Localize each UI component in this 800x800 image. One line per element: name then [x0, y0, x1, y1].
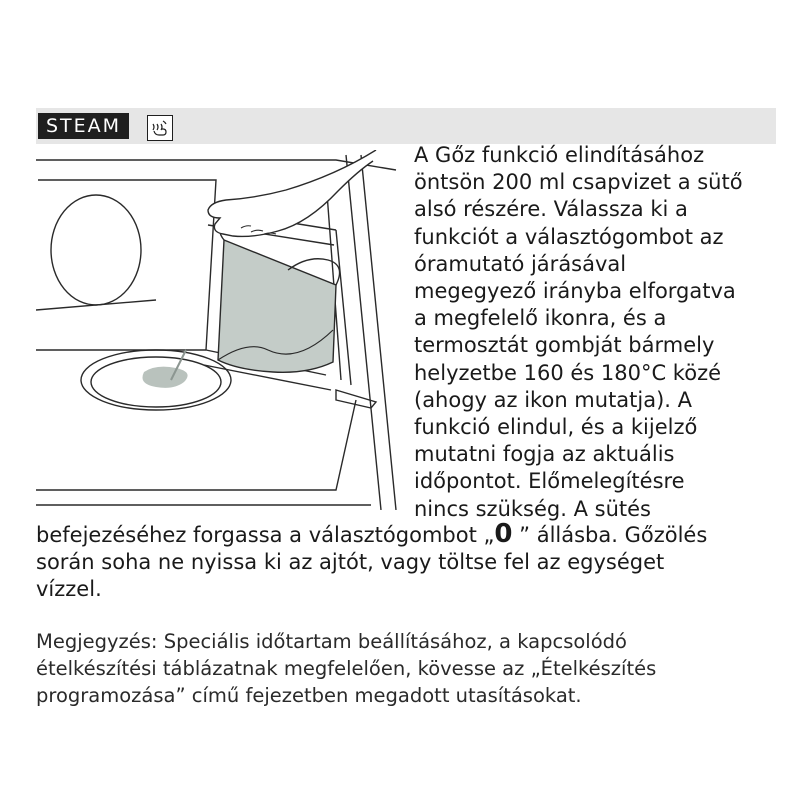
instruction-line: megegyező irányba elforgatva — [414, 279, 736, 304]
instruction-line: funkció elindul, és a kijelző — [414, 415, 698, 440]
off-position-symbol: 0 — [494, 519, 513, 549]
instruction-line: mutatni fogja az aktuális — [414, 442, 675, 467]
instruction-line: termosztát gombját bármely — [414, 333, 715, 358]
note-line: Megjegyzés: Speciális időtartam beállításához, a kapcsolódó — [36, 630, 627, 653]
note-line: programozása” című fejezetben megadott utasításokat. — [36, 684, 582, 707]
steam-label-text: STEAM — [46, 115, 122, 137]
instruction-line: funkciót a választógombot az — [414, 224, 724, 249]
note-paragraph — [36, 628, 796, 709]
instruction-line: helyzetbe 160 és 180°C közé — [414, 360, 722, 385]
instruction-line-with-symbol — [36, 521, 796, 549]
instruction-line: óramutató járásával — [414, 251, 627, 276]
steam-function-label — [38, 113, 129, 139]
note-line: ételkészítési táblázatnak megfelelően, kövesse az „Ételkészítés — [36, 657, 657, 680]
instruction-line: A Gőz funkció elindításához — [414, 143, 705, 167]
instruction-line: időpontot. Előmelegítésre — [414, 469, 685, 494]
instruction-line: öntsön 200 ml csapvizet a sütő — [414, 170, 743, 195]
instruction-line: alsó részére. Válassza ki a — [414, 197, 688, 222]
instruction-line: során soha ne nyissa ki az ajtót, vagy töltse fel az egységet — [36, 550, 665, 574]
instruction-line: (ahogy az ikon mutatja). A — [414, 387, 693, 412]
instruction-line: vízzel. — [36, 577, 102, 601]
instruction-fragment: befejezéséhez forgassa a választógombot „ — [36, 523, 495, 547]
instruction-fragment: ” állásba. Gőzölés — [512, 523, 708, 547]
instructions-text-top — [414, 142, 794, 523]
instructions-text-bottom — [36, 521, 796, 603]
instruction-line: nincs szükség. A sütés — [414, 496, 651, 521]
instruction-line: a megfelelő ikonra, és a — [414, 306, 667, 331]
oven-steam-water-pouring-illustration — [36, 150, 406, 510]
steam-function-icon — [147, 115, 173, 141]
